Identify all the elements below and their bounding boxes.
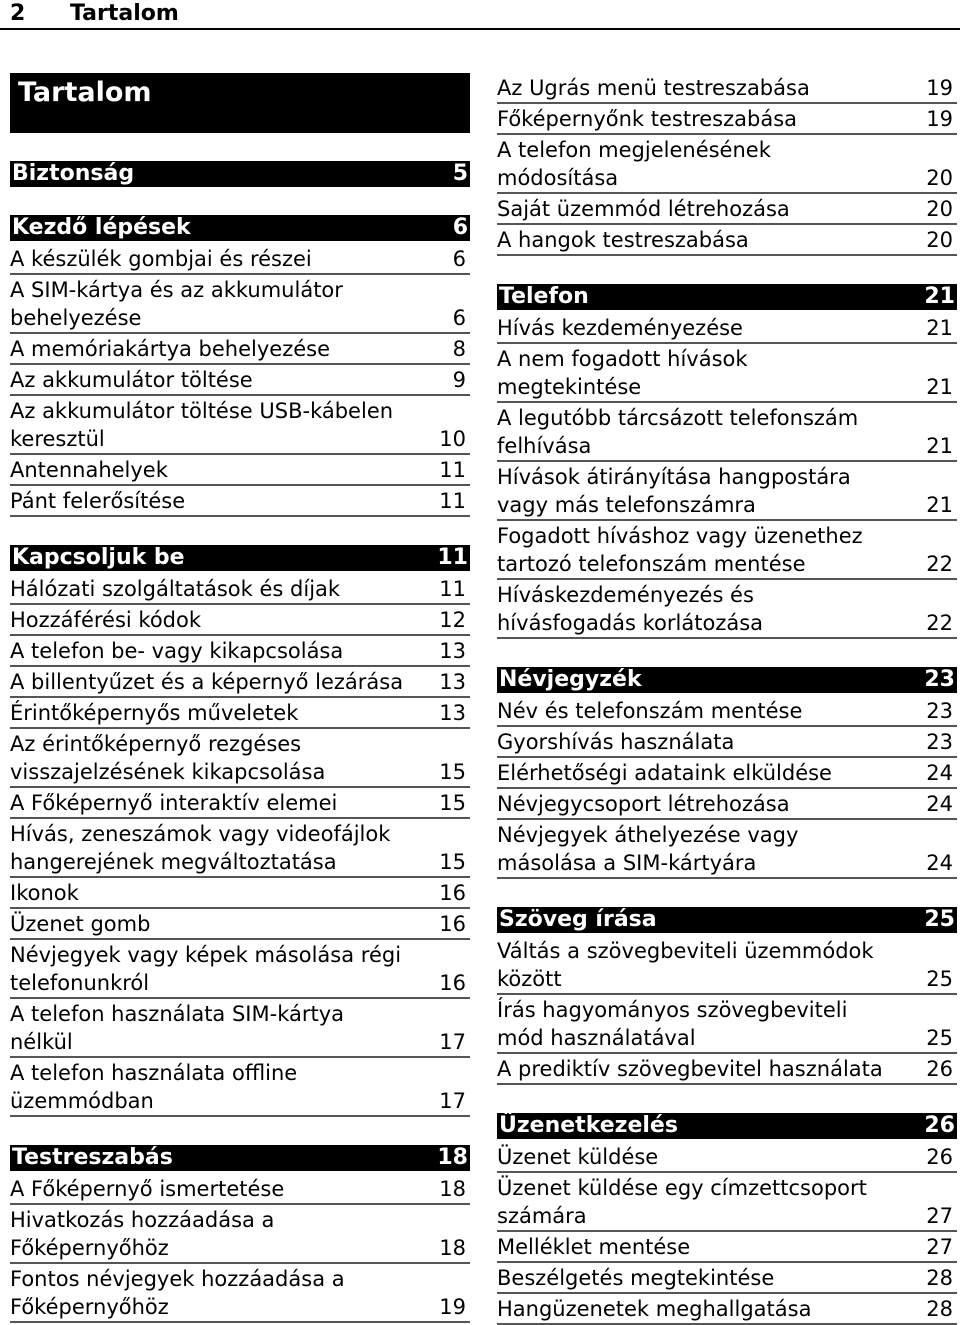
entry-page-number: 27: [926, 1235, 953, 1259]
toc-entry[interactable]: [10, 365, 470, 396]
section-title: Testreszabás: [12, 1145, 173, 1170]
entry-page-number: 15: [439, 791, 466, 815]
entry-title: A Főképernyő ismertetése: [10, 1177, 285, 1201]
toc-entry[interactable]: [10, 1174, 470, 1205]
entry-page-number: 19: [926, 76, 953, 100]
page-title: Tartalom: [70, 1, 179, 26]
entry-title: A Főképernyő interaktív elemei: [10, 791, 338, 815]
section-title: Biztonság: [12, 161, 135, 186]
section-heading[interactable]: [497, 284, 957, 310]
toc-entry[interactable]: [497, 580, 957, 639]
section-page: 11: [437, 545, 468, 570]
entry-title: Hívás kezdeményezése: [497, 316, 743, 340]
entry-page-number: 22: [926, 611, 953, 635]
entry-page-number: 11: [439, 458, 466, 482]
toc-entry[interactable]: [10, 1264, 470, 1323]
section-title: Üzenetkezelés: [499, 1113, 678, 1138]
section-page: 23: [924, 667, 955, 692]
entry-page-number: 26: [926, 1057, 953, 1081]
entry-page-number: 13: [439, 670, 466, 694]
toc-column-right: [497, 73, 957, 1325]
toc-entry[interactable]: [497, 1173, 957, 1232]
entry-page-number: 17: [439, 1089, 466, 1113]
toc-entry[interactable]: [497, 1294, 957, 1325]
entry-title: Az akkumulátor töltése USB-kábelen keresztül: [10, 399, 394, 451]
toc-entry[interactable]: [497, 758, 957, 789]
entry-title: A készülék gombjai és részei: [10, 247, 312, 271]
section-heading[interactable]: [10, 1145, 470, 1171]
toc-entry[interactable]: [497, 1232, 957, 1263]
entry-title: Főképernyőnk testreszabása: [497, 107, 798, 131]
section-title: Szöveg írása: [499, 907, 657, 932]
entry-title: Elérhetőségi adataink elküldése: [497, 761, 832, 785]
entry-title: Hívások átirányítása hangpostára vagy más telefonszámra: [497, 465, 851, 517]
entry-title: Ikonok: [10, 881, 79, 905]
entry-page-number: 18: [439, 1177, 466, 1201]
entry-title: A legutóbb tárcsázott telefonszám felhívása: [497, 406, 859, 458]
entry-title: Üzenet gomb: [10, 912, 151, 936]
entry-title: A nem fogadott hívások megtekintése: [497, 347, 748, 399]
entry-page-number: 23: [926, 699, 953, 723]
entry-page-number: 26: [926, 1145, 953, 1169]
toc-section: [497, 667, 957, 879]
entry-title: Érintőképernyős műveletek: [10, 701, 299, 725]
toc-entry[interactable]: [497, 1054, 957, 1085]
entry-title: Névjegycsoport létrehozása: [497, 792, 790, 816]
toc-title: Tartalom: [10, 73, 470, 133]
entry-page-number: 24: [926, 851, 953, 875]
toc-entry[interactable]: [497, 1263, 957, 1294]
entry-page-number: 23: [926, 730, 953, 754]
entry-title: Üzenet küldése egy címzettcsoport számára: [497, 1176, 867, 1228]
entry-title: A telefon használata SIM-kártya nélkül: [10, 1002, 345, 1054]
toc-entry[interactable]: [10, 275, 470, 334]
entry-title: Fontos névjegyek hozzáadása a Főképernyőhöz: [10, 1267, 345, 1319]
toc-entry[interactable]: [10, 636, 470, 667]
toc-section: [10, 545, 470, 1117]
toc-section: [497, 907, 957, 1085]
toc-section: [10, 215, 470, 517]
entry-title: Híváskezdeményezés és hívásfogadás korlátozása: [497, 583, 764, 635]
entry-page-number: 19: [926, 107, 953, 131]
entry-title: Névjegyek áthelyezése vagy másolása a SIM-kártyára: [497, 823, 799, 875]
toc-entry[interactable]: [10, 999, 470, 1058]
toc-section: [10, 161, 470, 187]
entry-page-number: 15: [439, 760, 466, 784]
toc-entry[interactable]: [497, 403, 957, 462]
section-title: Kapcsoljuk be: [12, 545, 185, 570]
toc-entry[interactable]: [10, 574, 470, 605]
entry-title: Írás hagyományos szövegbeviteli mód használatával: [497, 998, 848, 1050]
entry-title: A SIM-kártya és az akkumulátor behelyezése: [10, 278, 343, 330]
entry-title: Saját üzemmód létrehozása: [497, 197, 790, 221]
entry-title: A hangok testreszabása: [497, 228, 749, 252]
toc-section: [497, 73, 957, 256]
entry-title: A telefon használata offline üzemmódban: [10, 1061, 298, 1113]
toc-entry[interactable]: [497, 104, 957, 135]
toc-entry[interactable]: [497, 727, 957, 758]
toc-entry[interactable]: [497, 521, 957, 580]
entry-title: Hozzáférési kódok: [10, 608, 202, 632]
toc-entry[interactable]: [497, 462, 957, 521]
section-heading[interactable]: [497, 907, 957, 933]
toc-entry[interactable]: [497, 313, 957, 344]
entry-page-number: 27: [926, 1204, 953, 1228]
entry-title: Név és telefonszám mentése: [497, 699, 803, 723]
entry-page-number: 22: [926, 552, 953, 576]
entry-page-number: 25: [926, 1026, 953, 1050]
toc-entry[interactable]: [497, 789, 957, 820]
toc-entry[interactable]: [497, 1142, 957, 1173]
section-heading[interactable]: [10, 545, 470, 571]
toc-entry[interactable]: [10, 729, 470, 788]
toc-entry[interactable]: [497, 995, 957, 1054]
toc-entry[interactable]: [497, 696, 957, 727]
entry-page-number: 10: [439, 427, 466, 451]
entry-page-number: 20: [926, 166, 953, 190]
entry-page-number: 21: [926, 375, 953, 399]
section-title: Kezdő lépések: [12, 215, 191, 240]
toc-entry[interactable]: [10, 334, 470, 365]
section-page: 25: [924, 907, 955, 932]
section-page: 6: [452, 215, 468, 240]
section-heading[interactable]: [497, 667, 957, 693]
entry-page-number: 17: [439, 1030, 466, 1054]
entry-title: Gyorshívás használata: [497, 730, 735, 754]
entry-page-number: 19: [439, 1295, 466, 1319]
toc-entry[interactable]: [10, 1058, 470, 1117]
toc-entry[interactable]: [10, 940, 470, 999]
entry-title: Pánt felerősítése: [10, 489, 186, 513]
toc-section: [497, 1113, 957, 1325]
entry-page-number: 21: [926, 493, 953, 517]
section-title: Névjegyzék: [499, 667, 642, 692]
toc-entry[interactable]: [497, 73, 957, 104]
toc-entry[interactable]: [497, 194, 957, 225]
toc-entry[interactable]: [10, 667, 470, 698]
entry-title: Az Ugrás menü testreszabása: [497, 76, 810, 100]
entry-page-number: 25: [926, 967, 953, 991]
toc-entry[interactable]: [497, 936, 957, 995]
toc-entry[interactable]: [10, 244, 470, 275]
entry-title: Melléklet mentése: [497, 1235, 691, 1259]
entry-page-number: 24: [926, 792, 953, 816]
entry-title: Váltás a szövegbeviteli üzemmódok között: [497, 939, 874, 991]
toc-entry[interactable]: [10, 878, 470, 909]
entry-page-number: 13: [439, 701, 466, 725]
entry-title: A telefon megjelenésének módosítása: [497, 138, 771, 190]
entry-page-number: 20: [926, 228, 953, 252]
entry-page-number: 16: [439, 971, 466, 995]
toc-entry[interactable]: [497, 225, 957, 256]
entry-page-number: 12: [439, 608, 466, 632]
entry-title: A memóriakártya behelyezése: [10, 337, 331, 361]
entry-title: A billentyűzet és a képernyő lezárása: [10, 670, 404, 694]
entry-page-number: 6: [452, 306, 466, 330]
entry-title: Antennahelyek: [10, 458, 168, 482]
toc-entry[interactable]: [497, 820, 957, 879]
section-heading[interactable]: [497, 1113, 957, 1139]
entry-page-number: 16: [439, 912, 466, 936]
toc-entry[interactable]: [10, 819, 470, 878]
entry-page-number: 11: [439, 489, 466, 513]
toc-entry[interactable]: [10, 909, 470, 940]
entry-title: Hangüzenetek meghallgatása: [497, 1297, 812, 1321]
page-number: 2: [10, 1, 26, 26]
entry-page-number: 15: [439, 850, 466, 874]
toc-entry[interactable]: [497, 344, 957, 403]
entry-title: A telefon be- vagy kikapcsolása: [10, 639, 344, 663]
toc-entry[interactable]: [10, 605, 470, 636]
section-heading[interactable]: [10, 161, 470, 187]
section-page: 26: [924, 1113, 955, 1138]
entry-title: Az akkumulátor töltése: [10, 368, 253, 392]
entry-page-number: 16: [439, 881, 466, 905]
page-header: [0, 0, 960, 30]
entry-page-number: 13: [439, 639, 466, 663]
entry-title: Fogadott híváshoz vagy üzenethez tartozó telefonszám mentése: [497, 524, 863, 576]
toc-section: [10, 1145, 470, 1323]
entry-title: Hívás, zeneszámok vagy videofájlok hangerejének megváltoztatása: [10, 822, 391, 874]
entry-title: Névjegyek vagy képek másolása régi telefonunkról: [10, 943, 402, 995]
entry-page-number: 8: [452, 337, 466, 361]
toc-entry[interactable]: [10, 455, 470, 486]
entry-title: Az érintőképernyő rezgéses visszajelzésének kikapcsolása: [10, 732, 326, 784]
toc-column-left: [10, 73, 470, 1323]
entry-page-number: 24: [926, 761, 953, 785]
entry-page-number: 11: [439, 577, 466, 601]
section-page: 18: [437, 1145, 468, 1170]
entry-page-number: 21: [926, 434, 953, 458]
section-heading[interactable]: [10, 215, 470, 241]
toc-entry[interactable]: [10, 788, 470, 819]
toc-entry[interactable]: [10, 698, 470, 729]
entry-title: Hálózati szolgáltatások és díjak: [10, 577, 341, 601]
entry-page-number: 28: [926, 1266, 953, 1290]
entry-page-number: 20: [926, 197, 953, 221]
toc-section: [497, 284, 957, 639]
entry-page-number: 6: [452, 247, 466, 271]
toc-entry[interactable]: [10, 1205, 470, 1264]
entry-page-number: 9: [452, 368, 466, 392]
section-title: Telefon: [499, 284, 589, 309]
entry-page-number: 28: [926, 1297, 953, 1321]
entry-title: Hivatkozás hozzáadása a Főképernyőhöz: [10, 1208, 275, 1260]
section-page: 5: [452, 161, 468, 186]
toc-entry[interactable]: [497, 135, 957, 194]
toc-entry[interactable]: [10, 486, 470, 517]
entry-page-number: 21: [926, 316, 953, 340]
entry-page-number: 18: [439, 1236, 466, 1260]
entry-title: Beszélgetés megtekintése: [497, 1266, 775, 1290]
toc-entry[interactable]: [10, 396, 470, 455]
entry-title: Üzenet küldése: [497, 1145, 659, 1169]
section-page: 21: [924, 284, 955, 309]
entry-title: A prediktív szövegbevitel használata: [497, 1057, 883, 1081]
